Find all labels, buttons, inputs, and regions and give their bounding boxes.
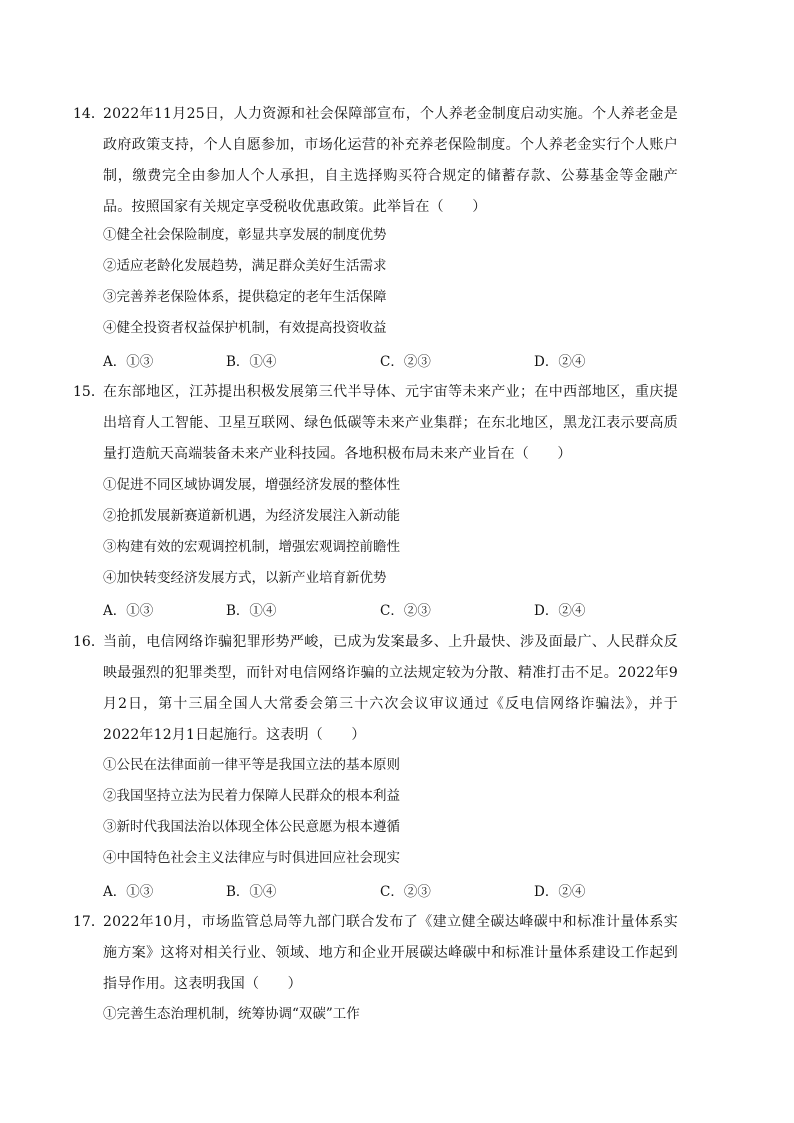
option-statement: ④中国特色社会主义法律应与时俱进回应社会现实 <box>103 850 400 866</box>
question-17 <box>73 907 678 1000</box>
answer-choices <box>103 599 623 619</box>
choice-a: A．①③ <box>103 603 154 619</box>
question-stem: 当前，电信网络诈骗犯罪形势严峻，已成为发案最多、上升最快、涉及面最广、人民群众反映最强烈的犯罪类型，而针对电信网络诈骗的立法规定较为分散、精准打击不足。2022年9月2日，第十三届全国人大常委会第三十六次会议审议通过《反电信网络诈骗法》，并于2022年12月1日起施行。这表明（ ） <box>103 634 678 743</box>
choice-d: D．②④ <box>534 884 586 900</box>
question-number: 17． <box>73 914 105 930</box>
choice-c: C．②③ <box>380 884 431 900</box>
choice-c: C．②③ <box>380 603 431 619</box>
option-statement: ①公民在法律面前一律平等是我国立法的基本原则 <box>103 757 400 773</box>
question-number: 15． <box>73 384 105 400</box>
answer-choices <box>103 880 623 900</box>
question-16 <box>73 627 678 751</box>
answer-choices <box>103 350 623 370</box>
question-14 <box>73 99 678 223</box>
option-statement: ③完善养老保险体系，提供稳定的老年生活保障 <box>103 289 387 305</box>
question-stem: 在东部地区，江苏提出积极发展第三代半导体、元宇宙等未来产业；在中西部地区，重庆提出培育人工智能、卫星互联网、绿色低碳等未来产业集群；在东北地区，黑龙江表示要高质量打造航天高端装备未来产业科技园。各地积极布局未来产业旨在（ ） <box>103 384 678 462</box>
question-number: 16． <box>73 634 105 650</box>
choice-a: A．①③ <box>103 354 154 370</box>
question-15 <box>73 377 678 470</box>
choice-b: B．①④ <box>226 603 277 619</box>
question-stem: 2022年10月，市场监管总局等九部门联合发布了《建立健全碳达峰碳中和标准计量体系实施方案》这将对相关行业、领域、地方和企业开展碳达峰碳中和标准计量体系建设工作起到指导作用。这表明我国（ ） <box>103 914 678 992</box>
option-statement: ③新时代我国法治以体现全体公民意愿为根本遵循 <box>103 819 400 835</box>
option-statement: ①健全社会保险制度，彰显共享发展的制度优势 <box>103 227 387 243</box>
option-statement: ②适应老龄化发展趋势，满足群众美好生活需求 <box>103 258 387 274</box>
choice-a: A．①③ <box>103 884 154 900</box>
choice-d: D．②④ <box>534 354 586 370</box>
option-statement: ②抢抓发展新赛道新机遇，为经济发展注入新动能 <box>103 508 400 524</box>
option-statement: ②我国坚持立法为民着力保障人民群众的根本利益 <box>103 788 400 804</box>
option-statement: ④健全投资者权益保护机制，有效提高投资收益 <box>103 320 387 336</box>
choice-b: B．①④ <box>226 884 277 900</box>
choice-d: D．②④ <box>534 603 586 619</box>
choice-c: C．②③ <box>380 354 431 370</box>
question-stem: 2022年11月25日，人力资源和社会保障部宣布，个人养老金制度启动实施。个人养老金是政府政策支持，个人自愿参加，市场化运营的补充养老保险制度。个人养老金实行个人账户制，缴费完全由参加人个人承担，自主选择购买符合规定的储蓄存款、公募基金等金融产品。按照国家有关规定享受税收优惠政策。此举旨在（ ） <box>103 106 678 215</box>
option-statement: ①完善生态治理机制，统筹协调“双碳”工作 <box>103 1006 360 1022</box>
question-number: 14． <box>73 106 105 122</box>
choice-b: B．①④ <box>226 354 277 370</box>
option-statement: ①促进不同区域协调发展，增强经济发展的整体性 <box>103 477 400 493</box>
option-statement: ④加快转变经济发展方式，以新产业培育新优势 <box>103 570 387 586</box>
option-statement: ③构建有效的宏观调控机制，增强宏观调控前瞻性 <box>103 539 400 555</box>
